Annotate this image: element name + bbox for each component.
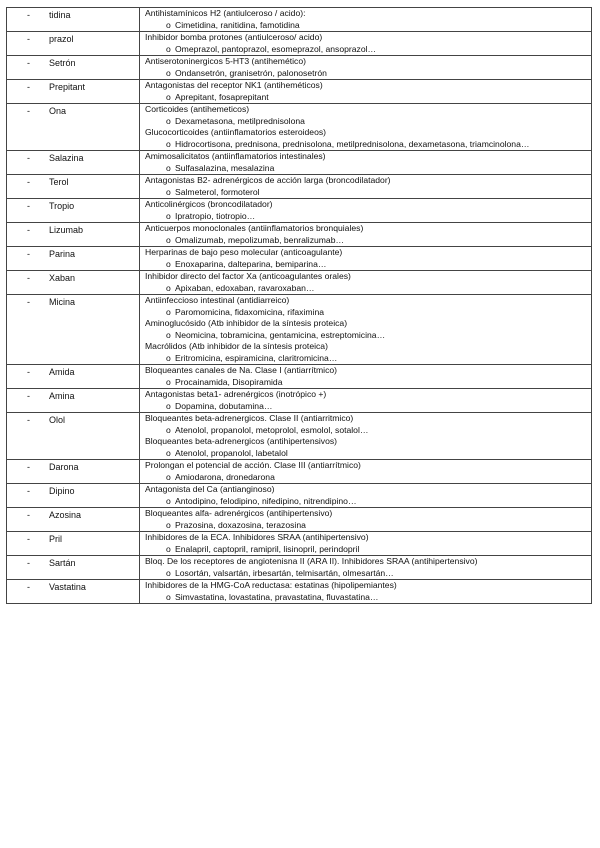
drug-suffix: Xaban [49,273,76,283]
suffix-cell [7,271,140,295]
drug-examples: Paromomicina, fidaxomicina, rifaximina [175,306,325,317]
circle-bullet-icon: o [166,329,171,340]
drug-examples-item [140,68,591,80]
table-row [7,413,592,460]
drug-examples: Amiodarona, dronedarona [175,471,275,482]
table-row [7,151,592,175]
drug-class-heading: Inhibidor directo del factor Xa (anticoagulantes orales) [145,271,351,281]
suffix-cell [7,56,140,80]
description-cell [140,295,592,365]
drug-class-heading: Antagonistas beta1- adrenérgicos (inotrópico +) [145,389,327,399]
drug-suffix: Darona [49,462,79,472]
drug-examples-item [140,235,591,247]
drug-examples: Salmeterol, formoterol [175,186,260,197]
circle-bullet-icon: o [166,186,171,197]
drug-class-heading: Inhibidor bomba protones (antiulceroso/ acido) [145,32,323,42]
drug-class-heading: Prolongan el potencial de acción. Clase III (antiarrítmico) [145,460,361,470]
suffix-cell [7,151,140,175]
drug-suffix: Dipino [49,486,75,496]
drug-suffix: Sartán [49,558,76,568]
description-cell [140,484,592,508]
drug-examples-item [140,401,591,413]
drug-suffix: Parina [49,249,76,259]
description-cell [140,223,592,247]
drug-examples: Eritromicina, espiramicina, claritromicina… [175,352,338,363]
drug-suffix: tidina [49,10,71,20]
description-cell [140,580,592,604]
description-cell [140,8,592,32]
table-row [7,247,592,271]
circle-bullet-icon: o [166,591,171,602]
drug-examples: Atenolol, propanolol, labetalol [175,447,288,458]
drug-class-heading: Bloqueantes canales de Na. Clase I (antiarrítmico) [145,365,338,375]
table-row [7,556,592,580]
description-cell [140,508,592,532]
suffix-cell [7,247,140,271]
drug-suffix: Azosina [49,510,82,520]
circle-bullet-icon: o [166,352,171,363]
suffix-cell [7,413,140,460]
drug-examples: Omalizumab, mepolizumab, benralizumab… [175,234,345,245]
drug-examples: Losortán, valsartán, irbesartán, telmisartán, olmesartán… [175,567,394,578]
suffix-cell [7,80,140,104]
table-row [7,175,592,199]
suffix-cell [7,556,140,580]
suffix-cell [7,8,140,32]
dash-bullet: - [27,201,30,211]
drug-examples-item [140,187,591,199]
table-row [7,199,592,223]
drug-examples: Apixaban, edoxaban, ravaroxaban… [175,282,315,293]
drug-class-heading: Anticolinérgicos (broncodilatador) [145,199,273,209]
drug-examples-item [140,139,591,151]
drug-examples: Antodipino, felodipino, nifedipino, nitrendipino… [175,495,357,506]
drug-class-heading: Antagonistas B2- adrenérgicos de acción larga (broncodilatador) [145,175,391,185]
table-row [7,104,592,151]
drug-class-heading: Antagonistas del receptor NK1 (antiheméticos) [145,80,323,90]
circle-bullet-icon: o [166,234,171,245]
table-body [7,8,592,604]
drug-suffix: Tropio [49,201,75,211]
suffix-cell [7,365,140,389]
drug-class-heading: Antagonista del Ca (antianginoso) [145,484,275,494]
dash-bullet: - [27,34,30,44]
dash-bullet: - [27,106,30,116]
suffix-cell [7,532,140,556]
drug-examples-item [140,377,591,389]
drug-examples: Simvastatina, lovastatina, pravastatina, fluvastatina… [175,591,379,602]
table-row [7,80,592,104]
drug-examples-item [140,568,591,580]
drug-class-heading: Glucocorticoides (antiinflamatorios esteroideos) [145,127,327,137]
drug-examples: Dopamina, dobutamina… [175,400,273,411]
table-row [7,484,592,508]
drug-examples-item [140,259,591,271]
description-cell [140,80,592,104]
circle-bullet-icon: o [166,567,171,578]
drug-examples-item [140,520,591,532]
dash-bullet: - [27,273,30,283]
dash-bullet: - [27,486,30,496]
drug-suffix: Micina [49,297,76,307]
suffix-cell [7,389,140,413]
suffix-cell [7,175,140,199]
dash-bullet: - [27,177,30,187]
dash-bullet: - [27,391,30,401]
suffix-cell [7,295,140,365]
description-cell [140,413,592,460]
drug-class-heading: Amimosalicitatos (antiinflamatorios intestinales) [145,151,326,161]
drug-suffix-table [6,7,592,604]
dash-bullet: - [27,415,30,425]
drug-examples: Dexametasona, metilprednisolona [175,115,305,126]
drug-suffix: Olol [49,415,66,425]
drug-class-heading: Bloqueantes alfa- adrenérgicos (antihipertensivo) [145,508,333,518]
drug-examples: Neomicina, tobramicina, gentamicina, estreptomicina… [175,329,386,340]
table-row [7,8,592,32]
drug-examples: Omeprazol, pantoprazol, esomeprazol, ansoprazol… [175,43,377,54]
dash-bullet: - [27,582,30,592]
drug-examples: Prazosina, doxazosina, terazosina [175,519,306,530]
dash-bullet: - [27,10,30,20]
suffix-cell [7,32,140,56]
drug-class-heading: Macrólidos (Atb inhibidor de la síntesis proteica) [145,341,328,351]
drug-suffix: Amida [49,367,75,377]
drug-class-heading: Corticoides (antihemeticos) [145,104,250,114]
circle-bullet-icon: o [166,43,171,54]
circle-bullet-icon: o [166,115,171,126]
drug-examples: Hidrocortisona, prednisona, prednisolona, metilprednisolona, dexametasona, triamcinolona… [175,138,530,149]
drug-class-heading: Bloq. De los receptores de angiotenisna II (ARA II). Inhibidores SRAA (antihipertensivo) [145,556,478,566]
dash-bullet: - [27,558,30,568]
table-row [7,223,592,247]
drug-suffix: Prepitant [49,82,86,92]
circle-bullet-icon: o [166,543,171,554]
suffix-cell [7,223,140,247]
drug-class-heading: Antihistamínicos H2 (antiulceroso / acido): [145,8,306,18]
table-row [7,295,592,365]
table-row [7,580,592,604]
circle-bullet-icon: o [166,162,171,173]
drug-examples-item [140,496,591,508]
suffix-cell [7,104,140,151]
circle-bullet-icon: o [166,424,171,435]
description-cell [140,151,592,175]
suffix-cell [7,484,140,508]
dash-bullet: - [27,249,30,259]
drug-suffix: prazol [49,34,74,44]
drug-examples-item [140,425,591,437]
drug-suffix: Ona [49,106,67,116]
dash-bullet: - [27,82,30,92]
circle-bullet-icon: o [166,19,171,30]
dash-bullet: - [27,58,30,68]
drug-examples-item [140,472,591,484]
drug-suffix: Setrón [49,58,76,68]
drug-examples: Aprepitant, fosaprepitant [175,91,269,102]
drug-suffix: Lizumab [49,225,84,235]
dash-bullet: - [27,225,30,235]
description-cell [140,56,592,80]
drug-examples: Ondansetrón, granisetrón, palonosetrón [175,67,327,78]
table-row [7,389,592,413]
drug-suffix: Terol [49,177,69,187]
dash-bullet: - [27,297,30,307]
description-cell [140,175,592,199]
drug-examples-item [140,448,591,460]
drug-examples-item [140,544,591,556]
drug-examples-item [140,283,591,295]
description-cell [140,247,592,271]
drug-class-heading: Aminoglucósido (Atb inhibidor de la síntesis proteica) [145,318,348,328]
suffix-cell [7,199,140,223]
drug-suffix: Amina [49,391,75,401]
drug-examples-item [140,116,591,128]
description-cell [140,104,592,151]
drug-examples: Enalapril, captopril, ramipril, lisinopril, perindopril [175,543,360,554]
circle-bullet-icon: o [166,258,171,269]
suffix-cell [7,508,140,532]
drug-suffix: Salazina [49,153,84,163]
drug-class-heading: Anticuerpos monoclonales (antiinflamatorios bronquiales) [145,223,364,233]
drug-examples: Sulfasalazina, mesalazina [175,162,275,173]
suffix-cell [7,460,140,484]
drug-examples-item [140,353,591,365]
drug-class-heading: Bloqueantes beta-adrenergicos (antihipertensivos) [145,436,338,446]
drug-examples: Atenolol, propanolol, metoprolol, esmolol, sotalol… [175,424,369,435]
description-cell [140,532,592,556]
table-row [7,56,592,80]
drug-examples-item [140,330,591,342]
table-row [7,460,592,484]
drug-examples: Cimetidina, ranitidina, famotidina [175,19,300,30]
circle-bullet-icon: o [166,138,171,149]
drug-suffix: Pril [49,534,62,544]
table-row [7,508,592,532]
drug-class-heading: Inhibidores de la ECA. Inhibidores SRAA (antihipertensivo) [145,532,369,542]
circle-bullet-icon: o [166,282,171,293]
circle-bullet-icon: o [166,471,171,482]
circle-bullet-icon: o [166,306,171,317]
drug-examples-item [140,307,591,319]
dash-bullet: - [27,510,30,520]
table-row [7,365,592,389]
dash-bullet: - [27,534,30,544]
circle-bullet-icon: o [166,495,171,506]
circle-bullet-icon: o [166,67,171,78]
dash-bullet: - [27,462,30,472]
circle-bullet-icon: o [166,376,171,387]
drug-class-heading: Inhibidores de la HMG-CoA reductasa: estatinas (hipolipemiantes) [145,580,397,590]
document-page [6,7,594,604]
circle-bullet-icon: o [166,519,171,530]
description-cell [140,199,592,223]
dash-bullet: - [27,153,30,163]
drug-class-heading: Bloqueantes beta-adrenergicos. Clase II (antiarritmico) [145,413,354,423]
description-cell [140,365,592,389]
drug-examples-item [140,20,591,32]
description-cell [140,271,592,295]
suffix-cell [7,580,140,604]
circle-bullet-icon: o [166,91,171,102]
drug-examples: Ipratropio, tiotropio… [175,210,256,221]
description-cell [140,389,592,413]
drug-examples: Procainamida, Disopiramida [175,376,283,387]
table-row [7,532,592,556]
dash-bullet: - [27,367,30,377]
drug-class-heading: Antiserotoninergicos 5-HT3 (antihemético) [145,56,306,66]
circle-bullet-icon: o [166,400,171,411]
description-cell [140,32,592,56]
table-row [7,32,592,56]
description-cell [140,556,592,580]
table-row [7,271,592,295]
drug-suffix: Vastatina [49,582,86,592]
drug-class-heading: Herparinas de bajo peso molecular (anticoagulante) [145,247,343,257]
drug-examples-item [140,211,591,223]
circle-bullet-icon: o [166,447,171,458]
description-cell [140,460,592,484]
drug-examples: Enoxaparina, dalteparina, bemiparina… [175,258,327,269]
drug-examples-item [140,44,591,56]
drug-class-heading: Antiinfeccioso intestinal (antidiarreico) [145,295,290,305]
circle-bullet-icon: o [166,210,171,221]
drug-examples-item [140,592,591,604]
drug-examples-item [140,163,591,175]
drug-examples-item [140,92,591,104]
